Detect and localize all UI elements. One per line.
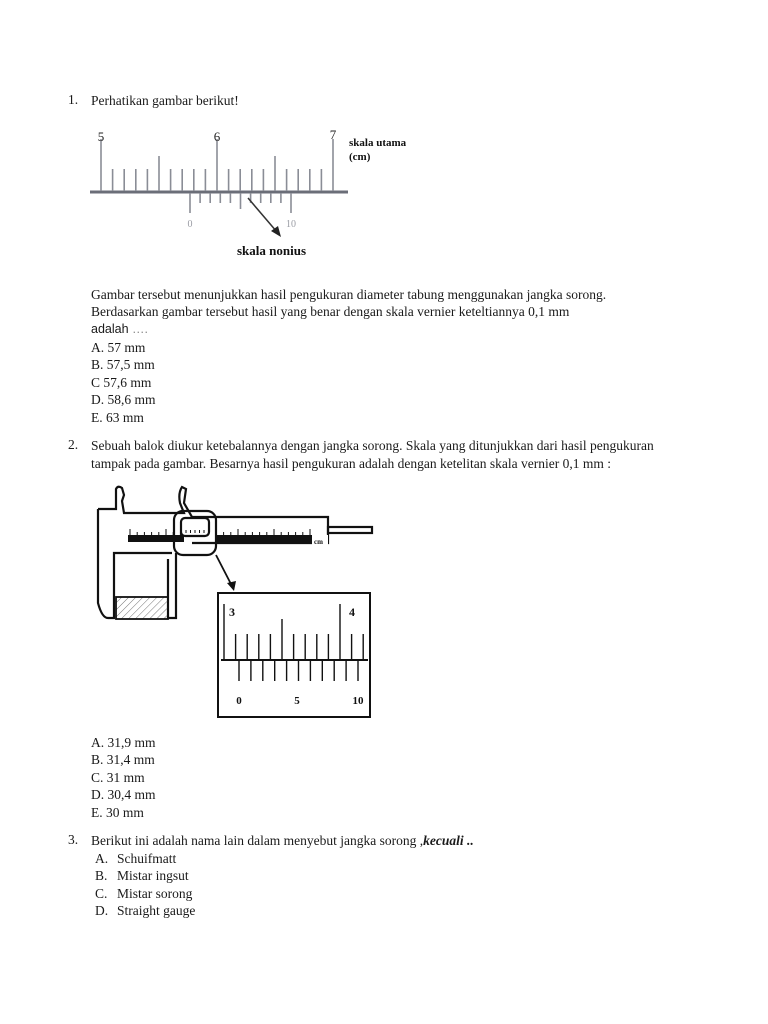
vernier-label-0: 0 xyxy=(187,219,193,230)
vernier-label-10: 10 xyxy=(286,219,296,230)
question-number: 3. xyxy=(68,832,79,847)
zoom-vernier-label-10: 10 xyxy=(352,695,364,707)
option-b[interactable]: B. 31,4 mm xyxy=(91,752,155,767)
question-prompt-line: tampak pada gambar. Besarnya hasil pengukuran adalah dengan ketelitan skala vernier 0,1 mm : xyxy=(91,456,611,471)
question-body-line: Berdasarkan gambar tersebut hasil yang benar dengan skala vernier keteltiannya 0,1 mm xyxy=(91,304,570,319)
option-e[interactable]: E. 63 mm xyxy=(91,410,144,425)
option-c[interactable]: Mistar sorong xyxy=(117,886,193,901)
prompt-text: Berikut ini adalah nama lain dalam menyebut jangka sorong , xyxy=(91,833,424,848)
scale-band-left xyxy=(128,535,184,542)
question-body-line: Gambar tersebut menunjukkan hasil pengukuran diameter tabung menggunakan jangka sorong. xyxy=(91,287,607,302)
main-scale-label-5: 5 xyxy=(97,129,105,144)
main-scale-title: skala utama xyxy=(349,137,407,149)
option-b[interactable]: B. 57,5 mm xyxy=(91,357,155,372)
vernier-scale-ticks xyxy=(190,193,291,213)
option-a[interactable]: A. 57 mm xyxy=(91,340,146,355)
scale-band-right xyxy=(216,535,314,542)
option-e[interactable]: E. 30 mm xyxy=(91,805,144,820)
caliper-figure xyxy=(80,483,380,723)
pointer-arrow-line xyxy=(248,198,277,232)
option-a[interactable]: A. 31,9 mm xyxy=(91,735,156,750)
option-b[interactable]: Mistar ingsut xyxy=(117,868,189,883)
zoom-vernier-label-0: 0 xyxy=(236,695,242,707)
body-tail-text: adalah xyxy=(91,322,129,336)
question-prompt: Perhatikan gambar berikut! xyxy=(91,93,239,108)
option-c[interactable]: C 57,6 mm xyxy=(91,375,152,390)
question-prompt xyxy=(91,832,474,849)
measured-block xyxy=(116,597,168,619)
question-body-tail xyxy=(91,321,148,338)
option-a-letter: A. xyxy=(95,851,109,866)
option-d[interactable]: Straight gauge xyxy=(117,903,196,918)
option-d-letter: D. xyxy=(95,903,109,918)
main-scale-label-6: 6 xyxy=(213,129,221,144)
question-prompt-line: Sebuah balok diukur ketebalannya dengan jangka sorong. Skala yang ditunjukkan dari hasil pengukuran xyxy=(91,438,654,453)
question-number: 2. xyxy=(68,437,79,452)
option-a[interactable]: Schuifmatt xyxy=(117,851,177,866)
main-scale-label-7: 7 xyxy=(329,127,337,142)
option-d[interactable]: D. 30,4 mm xyxy=(91,787,156,802)
zoom-main-label-4: 4 xyxy=(349,605,355,619)
vernier-scale-title: skala nonius xyxy=(237,243,307,258)
body-scale-ticks xyxy=(130,529,310,535)
question-number: 1. xyxy=(68,92,79,107)
zoom-main-label-3: 3 xyxy=(229,605,235,619)
prompt-emphasis: kecuali .. xyxy=(423,833,474,848)
unit-label: cm xyxy=(314,538,323,546)
option-c-letter: C. xyxy=(95,886,108,901)
zoom-vernier-label-5: 5 xyxy=(294,695,300,707)
main-scale-ticks xyxy=(101,139,333,191)
option-b-letter: B. xyxy=(95,868,108,883)
option-d[interactable]: D. 58,6 mm xyxy=(91,392,156,407)
zoom-arrow-line xyxy=(216,555,232,586)
vernier-scale-figure-1 xyxy=(85,120,425,265)
body-tail-dots: …. xyxy=(132,322,149,336)
zoom-arrow-head xyxy=(227,581,236,591)
main-scale-unit: (cm) xyxy=(349,151,371,163)
option-c[interactable]: C. 31 mm xyxy=(91,770,145,785)
